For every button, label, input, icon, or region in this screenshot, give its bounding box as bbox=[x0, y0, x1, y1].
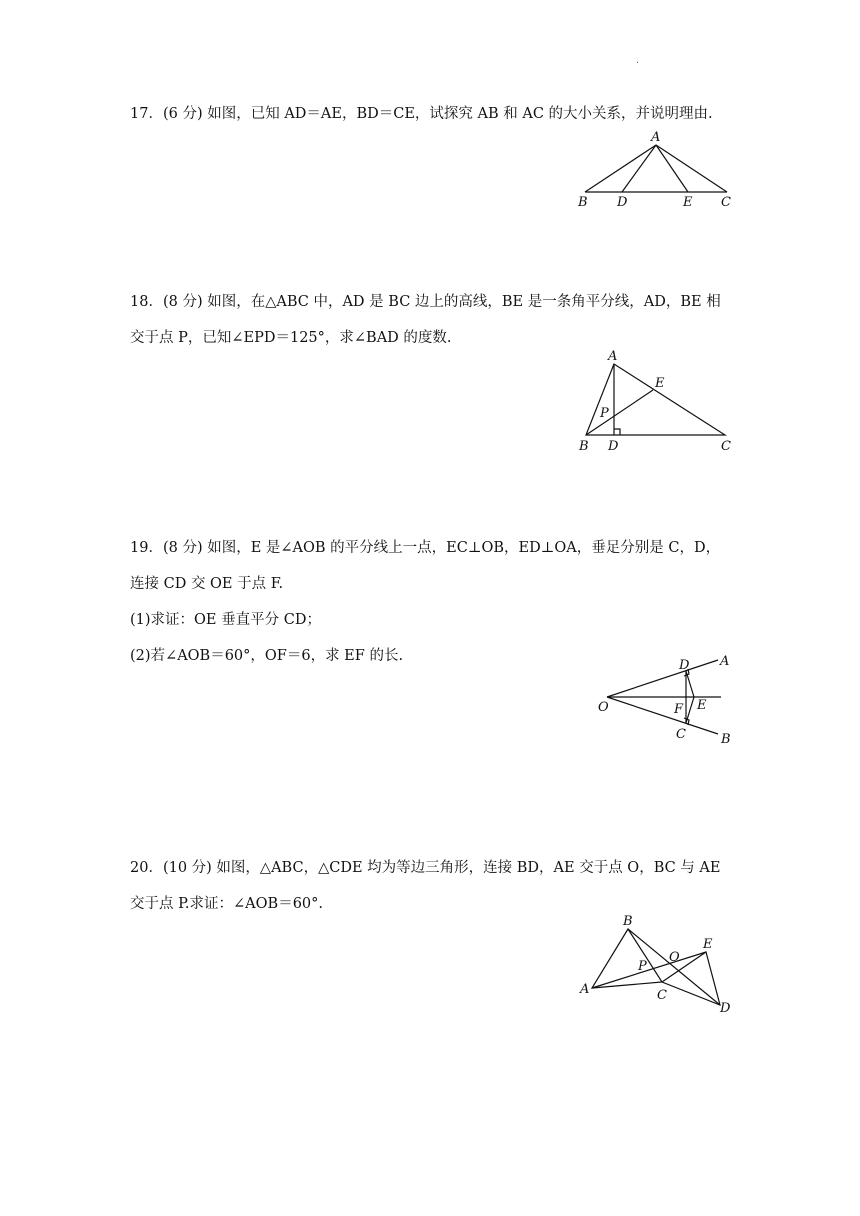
figure-19 bbox=[590, 650, 740, 750]
segment-ae bbox=[656, 145, 688, 192]
label-d: D bbox=[720, 1001, 731, 1016]
problem-19-line-2: 连接 CD 交 OE 于点 F. bbox=[130, 576, 284, 592]
label-e: E bbox=[683, 195, 693, 210]
problem-18-line-2: 交于点 P，已知∠EPD＝125°，求∠BAD 的度数. bbox=[130, 330, 452, 346]
segment-ac bbox=[656, 145, 727, 192]
label-b: B bbox=[623, 914, 633, 929]
label-d: D bbox=[608, 439, 619, 454]
label-e: E bbox=[655, 376, 665, 391]
right-angle-mark bbox=[614, 429, 620, 435]
figure-18 bbox=[570, 345, 740, 460]
header-mark: . bbox=[636, 56, 639, 66]
problem-17-line-1: 17．(6 分) 如图，已知 AD＝AE，BD＝CE，试探究 AB 和 AC 的大小关系，并说明理由. bbox=[130, 106, 713, 122]
label-a: A bbox=[651, 130, 661, 145]
figure-20 bbox=[575, 908, 740, 1020]
label-e: E bbox=[697, 698, 707, 713]
label-d: D bbox=[617, 195, 628, 210]
label-c: C bbox=[721, 439, 731, 454]
label-p: P bbox=[638, 959, 647, 974]
label-f: F bbox=[674, 702, 684, 717]
triangle-abc bbox=[592, 929, 662, 988]
problem-20-line-2: 交于点 P.求证：∠AOB＝60°. bbox=[130, 896, 324, 912]
bisector-be bbox=[586, 390, 653, 435]
segment-ab bbox=[585, 145, 656, 192]
label-e: E bbox=[703, 937, 713, 952]
label-o: O bbox=[669, 950, 680, 965]
problem-19-line-3: (1)求证：OE 垂直平分 CD； bbox=[130, 612, 321, 628]
figure-17 bbox=[570, 128, 740, 213]
label-a: A bbox=[608, 349, 618, 364]
triangle-abc bbox=[586, 364, 725, 435]
label-b: B bbox=[721, 732, 731, 747]
label-o: O bbox=[598, 700, 609, 715]
problem-20-line-1: 20．(10 分) 如图，△ABC，△CDE 均为等边三角形，连接 BD，AE 交于点 O，BC 与 AE bbox=[130, 860, 721, 876]
label-b: B bbox=[578, 195, 588, 210]
label-a: A bbox=[720, 654, 730, 669]
label-b: B bbox=[579, 439, 589, 454]
problem-17 bbox=[130, 96, 735, 132]
segment-ad bbox=[622, 145, 656, 192]
label-a: A bbox=[580, 982, 590, 997]
problem-19-line-1: 19．(8 分) 如图，E 是∠AOB 的平分线上一点，EC⊥OB，ED⊥OA，垂足分别是 C，D， bbox=[130, 540, 721, 556]
label-c: C bbox=[657, 988, 667, 1003]
ray-oa bbox=[607, 660, 718, 697]
problem-19-line-4: (2)若∠AOB＝60°，OF＝6，求 EF 的长. bbox=[130, 648, 404, 664]
label-c: C bbox=[721, 195, 731, 210]
label-p: P bbox=[600, 406, 609, 421]
label-c: C bbox=[676, 727, 686, 742]
problem-18-line-1: 18．(8 分) 如图，在△ABC 中，AD 是 BC 边上的高线，BE 是一条角平分线，AD，BE 相 bbox=[130, 294, 721, 310]
label-d: D bbox=[679, 658, 690, 673]
